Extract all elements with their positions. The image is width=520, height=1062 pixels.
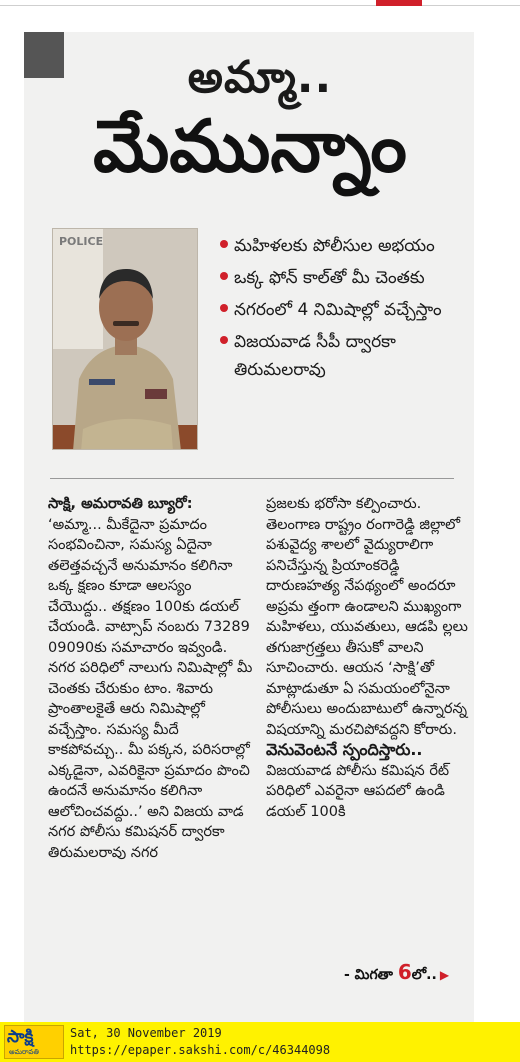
footer-bar (0, 1022, 520, 1062)
body-text-right-1: ప్రజలకు భరోసా కల్పించారు. తెలంగాణ రాష్ట్రం రంగారెడ్డి జిల్లాలో పశువైద్య శాలలో వైద్యురాలిగా పనిచేస్తున్న ప్రియాంకరెడ్డి దారుణహత్య నేపథ్యంలో అందరూ అప్రమ త్తంగా ఉండాలని ముఖ్యంగా మహిళలు, యువతులు, ఆడపి ల్లలు తగుజాగ్రత్తలు తీసుకో వాలని సూచించారు. ఆయన ‘సాక్షి’తో మాట్లాడుతూ ఏ సమయంలోనైనా పోలీసులు అందుబాటులో ఉన్నారన్న విషయాన్ని మరచిపోవద్దని కోరారు. (266, 496, 468, 738)
bullet-dot (220, 304, 228, 312)
continued-prefix: - మిగతా (344, 967, 393, 983)
article-column-left (48, 494, 254, 863)
logo-text: సాక్షి (7, 1027, 34, 1047)
highlights-list (220, 232, 470, 388)
bullet-dot (220, 240, 228, 248)
highlight-item (220, 296, 470, 324)
bullet-dot (220, 336, 228, 344)
logo-subtext: అమరావతి (9, 1048, 39, 1056)
body-text-right-2: విజయవాడ పోలీసు కమిషన రేట్ పరిధిలో ఎవరైనా ఆపదలో ఉండి డయల్ 100కి (266, 762, 450, 820)
article-column-right (266, 494, 472, 822)
top-rule (0, 0, 520, 8)
subheading: వెనువెంటనే స్పందిస్తారు.. (266, 740, 423, 759)
highlight-text: ఒక్క ఫోన్ కాల్‌తో మీ చెంతకు (234, 268, 425, 288)
epaper-link[interactable]: https://epaper.sakshi.com/c/46344098 (70, 1043, 331, 1057)
top-divider (0, 5, 520, 6)
police-commissioner-photo (52, 228, 198, 450)
continued-suffix: లో.. (411, 967, 437, 983)
highlight-item (220, 264, 470, 292)
headline-line-1: అమ్మా.. (187, 52, 333, 103)
highlight-item (220, 232, 470, 260)
headline-line-2: మేమున్నాం (93, 104, 407, 188)
body-text-left: ‘అమ్మా... మీకేదైనా ప్రమాదం సంభవించినా, సమస్య ఏదైనా తలెత్తవచ్చనే అనుమానం కలిగినా ఒక్క క్షణం కూడా ఆలస్యం చేయొద్దు.. తక్షణం 100కు డయల్ చేయండి. వాట్సాప్ నంబరు 73289 09090కు సమాచారం ఇవ్వండి. నగర పరిధిలో నాలుగు నిమిషాల్లో మీ చెంతకు చేరుకుం టాం. శివారు ప్రాంతాలకైతే ఆరు నిమిషాల్లో వచ్చేస్తాం. సమస్య మీదే కాకపోవచ్చు.. మీ పక్కన, పరిసరాల్లో ఎక్కడైనా, ఎవరికైనా ప్రమాదం పొంచి ఉందనే అనుమానం కలిగినా ఆలోచించవద్దు..’ అని విజయ వాడ నగర పోలీసు కమిషనర్ ద్వారకా తిరుమలరావు నగర (48, 516, 253, 861)
dateline: సాక్షి, అమరావతి బ్యూరో: (48, 496, 193, 512)
arrow-right-icon: ▶ (439, 968, 450, 982)
section-marker (376, 0, 422, 6)
edition-date: Sat, 30 November 2019 (70, 1026, 222, 1040)
sakshi-logo[interactable] (4, 1025, 64, 1059)
highlight-text: విజయవాడ సీపీ ద్వారకా తిరుమలరావు (234, 332, 396, 380)
photo-badge-text: POLICE (59, 235, 104, 248)
photo-illustration (53, 229, 198, 450)
highlight-text: మహిళలకు పోలీసుల అభయం (234, 236, 435, 256)
highlight-item (220, 328, 470, 384)
continued-page-number: 6 (397, 960, 412, 984)
continued-on-page (344, 960, 449, 986)
bullet-dot (220, 272, 228, 280)
highlight-text: నగరంలో 4 నిమిషాల్లో వచ్చేస్తాం (234, 300, 442, 320)
section-divider (50, 478, 454, 479)
